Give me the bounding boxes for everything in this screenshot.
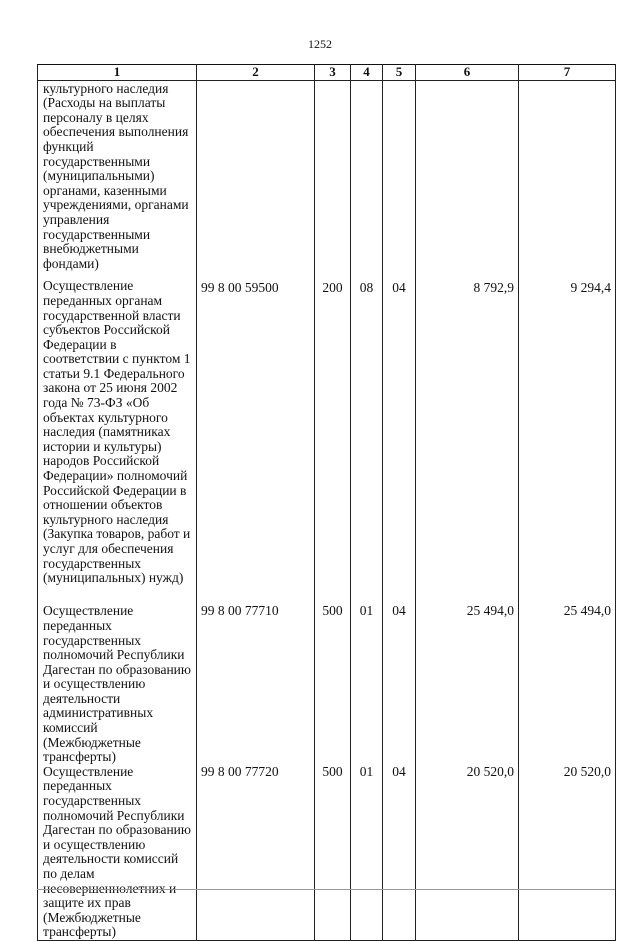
subsection-code: 04 [383,592,416,765]
subsection-code: 04 [383,765,416,941]
amount-column-6: 25 494,0 [416,592,519,765]
item-description: Осуществление переданных государственных полномочий Республики Дагестан по образованию и осуществлению деятельности комиссий по делам несовершеннолетних и защите их прав (Межбюджетные трансферты) [38,765,197,941]
section-code: 01 [351,765,383,941]
expense-type-code [315,80,351,271]
target-article-code: 99 8 00 59500 [197,271,315,592]
column-header: 5 [383,65,416,81]
amount-column-7 [519,80,616,271]
column-header: 4 [351,65,383,81]
amount-column-6: 8 792,9 [416,271,519,592]
column-header: 3 [315,65,351,81]
expense-type-code: 200 [315,271,351,592]
target-article-code [197,80,315,271]
target-article-code: 99 8 00 77720 [197,765,315,941]
expense-type-code: 500 [315,765,351,941]
amount-column-6 [416,80,519,271]
amount-column-7: 9 294,4 [519,271,616,592]
table-row [38,765,616,941]
column-header: 7 [519,65,616,81]
item-description: культурного наследия (Расходы на выплаты персоналу в целях обеспечения выполнения функций государственными (муниципальными) органами, казенными учреждениями, органами управления государственными внебюджетными фондами) [38,80,197,271]
item-description: Осуществление переданных органам государственной власти субъектов Российской Федерации в соответствии с пунктом 1 статьи 9.1 Федерального закона от 25 июня 2002 года № 73-ФЗ «Об объектах культурного наследия (памятниках истории и культуры) народов Российской Федерации» полномочий Российской Федерации в отношении объектов культурного наследия (Закупка товаров, работ и услуг для обеспечения государственных (муниципальных) нужд) [38,271,197,592]
subsection-code [383,80,416,271]
table-row [38,592,616,765]
column-header: 2 [197,65,315,81]
amount-column-6: 20 520,0 [416,765,519,941]
table-row [38,271,616,592]
budget-table-container [37,64,615,941]
section-code [351,80,383,271]
item-description: Осуществление переданных государственных полномочий Республики Дагестан по образованию и осуществлению деятельности административных комиссий (Межбюджетные трансферты) [38,592,197,765]
column-header: 6 [416,65,519,81]
amount-column-7: 25 494,0 [519,592,616,765]
table-header-row [38,65,616,81]
table-row [38,80,616,271]
expense-type-code: 500 [315,592,351,765]
amount-column-7: 20 520,0 [519,765,616,941]
subsection-code: 04 [383,271,416,592]
target-article-code: 99 8 00 77710 [197,592,315,765]
page-bottom-rule [37,889,615,890]
column-header: 1 [38,65,197,81]
section-code: 08 [351,271,383,592]
section-code: 01 [351,592,383,765]
page-number: 1252 [308,37,332,51]
budget-table [37,64,616,941]
